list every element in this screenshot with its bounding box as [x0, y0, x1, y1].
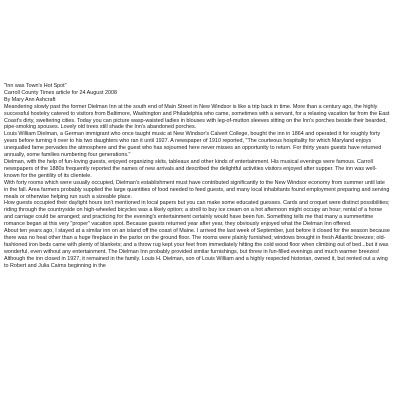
paragraph: Although the inn closed in 1927, it remained in the family. Louis H. Dielman, son of Louis William and a highly respected historian, owned it, but rented out a wing to Robert and Julia Cairns beginning in the — [4, 255, 388, 269]
article-source: Carroll County Times article for 24 August 2008 — [4, 89, 117, 96]
article-byline: By Mary Ann Ashcraft — [4, 96, 56, 103]
paragraph: Dielman, with the help of fun-loving guests, enjoyed organizing skits, tableaux and other kinds of entertainment. His musical evenings were famous. Carroll newspapers of the 1880s frequently reported the names of new arrivals and described the delightful activities visitors enjoyed after supper. The inn was well-known for the gentility of its clientele. — [4, 158, 377, 179]
article-title: "Inn was Town's Hot Spot" — [4, 83, 67, 89]
paragraph: How guests occupied their daylight hours isn't mentioned in local papers but you can make some educated guesses. Cards and croquet were distinct possibilities; riding through the countryside on high-wheeled bicycles was a likely option; a stroll to buy ice cream on a hot afternoon might occupy an hour; rental of a horse and carriage could be arranged; and practicing for the evening's entertainment certainly would have been fun. Something tells me that many a summertime romance began at this very "proper" vacation spot. Because guests returned year after year, they obviously enjoyed what the Dielman Inn offered. — [4, 200, 390, 228]
article — [4, 83, 390, 269]
paragraph: About ten years ago, I stayed at a similar inn on an island off the coast of Maine. I arrived the last week of September, just before it closed for the season because there was no heat other than a huge fireplace in the parlor on the ground floor. The rooms were plainly furnished; windows brought in fresh Atlantic breezes; old-fashioned iron beds came with plenty of blankets; and a throw rug kept your feet from immediately hitting the cold wood floor when climbing out of bed...but it was wonderful, even without any entertainment. The Dielman Inn probably provided similar furnishings, but threw in fun-filled evenings and much warmer breezes! — [4, 228, 390, 255]
paragraph: Louis William Dielman, a German immigrant who once taught music at New Windsor's Calvert College, bought the inn in 1864 and operated it for roughly forty years before turning it over to his two daughters who ran it until 1927. A newspaper of 1910 reported, "The courteous hospitality for which Maryland enjoys unequalled fame pervades the atmosphere and the guest who has sojourned here never misses an opportunity to return. For thirty years guests have returned annually, some families numbering four generations." — [4, 131, 382, 159]
paragraph: With forty rooms which were usually occupied, Dielman's establishment must have contributed significantly to the New Windsor economy from summer until late in the fall. Area farmers probably supplied the large quantities of food needed to feed guests, and many local inhabitants found employment preparing and serving meals or otherwise helping run such a sizeable place. — [4, 179, 390, 200]
paragraph: Meandering slowly past the former Dielman Inn at the south end of Main Street in New Windsor is like a trip back in time. More than a century ago, the highly successful hostelry catered to visitors from Baltimore, Washington and Philadelphia who came, sometimes with a servant, for a relaxing vacation far from the East Coast's dirty, sweltering cities. Today you can picture wasp-waisted ladies in blouses with leg-of-mutton sleeves sitting on the Inn's porches beside their bearded, pipe-smoking spouses. Lovely old trees still shade the Inn's abandoned porches. — [4, 103, 390, 131]
